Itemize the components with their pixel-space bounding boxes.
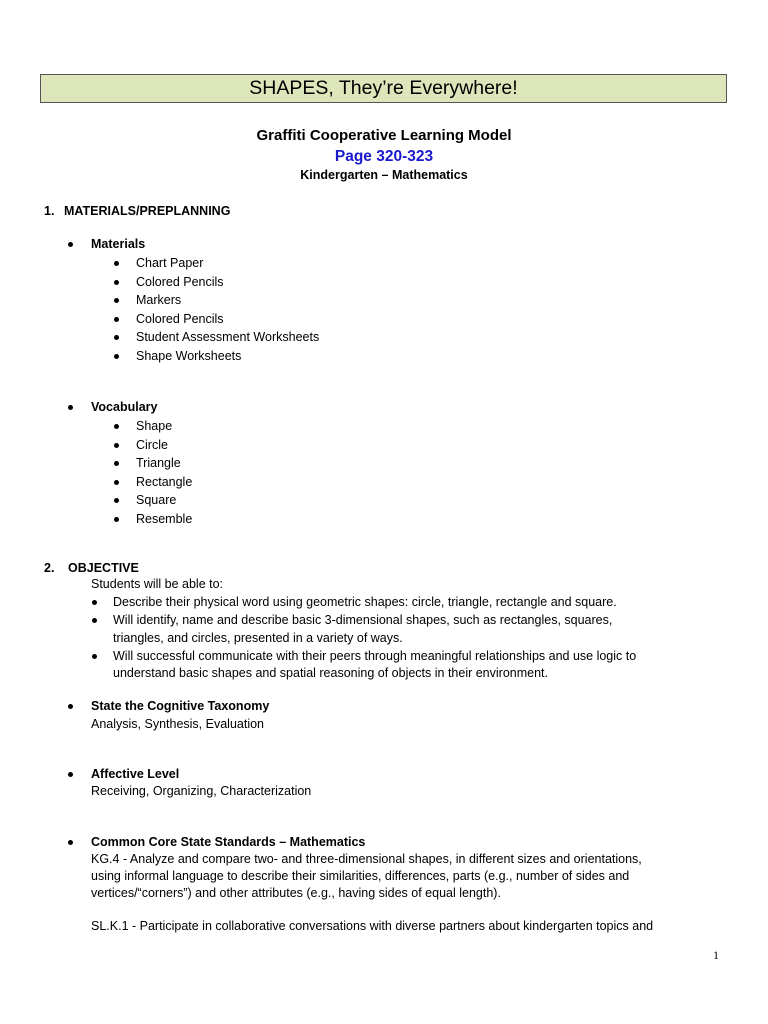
section1-number: 1. xyxy=(44,204,55,218)
materials-heading: Materials xyxy=(91,237,146,251)
bullet-icon xyxy=(114,480,119,485)
bullet-icon xyxy=(68,704,73,709)
grade-subject: Kindergarten – Mathematics xyxy=(300,168,468,182)
bullet-icon xyxy=(114,517,119,522)
materials-item: Shape Worksheets xyxy=(136,349,242,363)
section2-number: 2. xyxy=(44,561,55,575)
standard-kg4-line: vertices/“corners”) and other attributes (e.g., having sides of equal length). xyxy=(91,886,501,900)
bullet-icon xyxy=(114,461,119,466)
vocabulary-item: Resemble xyxy=(136,512,193,526)
bullet-icon xyxy=(114,261,119,266)
objective-item-line: Will successful communicate with their peers through meaningful relationships and use logic to xyxy=(113,649,637,663)
materials-item: Colored Pencils xyxy=(136,275,224,289)
affective-text: Receiving, Organizing, Characterization xyxy=(91,784,312,798)
standard-kg4-line: KG.4 - Analyze and compare two- and three-dimensional shapes, in different sizes and orientations, xyxy=(91,852,642,866)
vocabulary-item: Shape xyxy=(136,419,173,433)
page-number: 1 xyxy=(713,948,719,962)
standards-heading: Common Core State Standards – Mathematics xyxy=(91,835,366,849)
bullet-icon xyxy=(92,654,97,659)
section2-heading: OBJECTIVE xyxy=(68,561,139,575)
standard-slk1-line: SL.K.1 - Participate in collaborative conversations with diverse partners about kindergarten topics and xyxy=(91,919,654,933)
objective-item-line: Will identify, name and describe basic 3-dimensional shapes, such as rectangles, squares, xyxy=(113,613,613,627)
bullet-icon xyxy=(114,498,119,503)
bullet-icon xyxy=(114,424,119,429)
bullet-icon xyxy=(114,280,119,285)
objective-item: Describe their physical word using geometric shapes: circle, triangle, rectangle and square. xyxy=(113,595,617,609)
bullet-icon xyxy=(92,618,97,623)
objective-intro: Students will be able to: xyxy=(91,577,224,591)
document-title-box xyxy=(40,74,727,103)
bullet-icon xyxy=(68,405,73,410)
bullet-icon xyxy=(114,317,119,322)
materials-item: Chart Paper xyxy=(136,256,204,270)
standard-kg4-line: using informal language to describe their similarities, differences, parts (e.g., number of sides and xyxy=(91,869,630,883)
objective-item-line: triangles, and circles, presented in a variety of ways. xyxy=(113,631,403,645)
vocabulary-item: Rectangle xyxy=(136,475,193,489)
section1-heading: MATERIALS/PREPLANNING xyxy=(64,204,231,218)
bullet-icon xyxy=(68,840,73,845)
materials-item: Student Assessment Worksheets xyxy=(136,330,320,344)
model-subtitle: Graffiti Cooperative Learning Model xyxy=(256,127,512,144)
vocabulary-heading: Vocabulary xyxy=(91,400,158,414)
document-title: SHAPES, They’re Everywhere! xyxy=(249,77,518,99)
taxonomy-heading: State the Cognitive Taxonomy xyxy=(91,699,270,713)
affective-heading: Affective Level xyxy=(91,767,180,781)
bullet-icon xyxy=(68,772,73,777)
bullet-icon xyxy=(114,443,119,448)
vocabulary-item: Square xyxy=(136,493,177,507)
vocabulary-item: Triangle xyxy=(136,456,181,470)
bullet-icon xyxy=(114,354,119,359)
page-range: Page 320-323 xyxy=(334,148,434,165)
taxonomy-text: Analysis, Synthesis, Evaluation xyxy=(91,717,265,731)
bullet-icon xyxy=(114,298,119,303)
objective-item-line: understand basic shapes and spatial reasoning of objects in their environment. xyxy=(113,666,548,680)
bullet-icon xyxy=(92,600,97,605)
materials-item: Colored Pencils xyxy=(136,312,224,326)
vocabulary-item: Circle xyxy=(136,438,168,452)
bullet-icon xyxy=(114,335,119,340)
materials-item: Markers xyxy=(136,293,182,307)
bullet-icon xyxy=(68,242,73,247)
